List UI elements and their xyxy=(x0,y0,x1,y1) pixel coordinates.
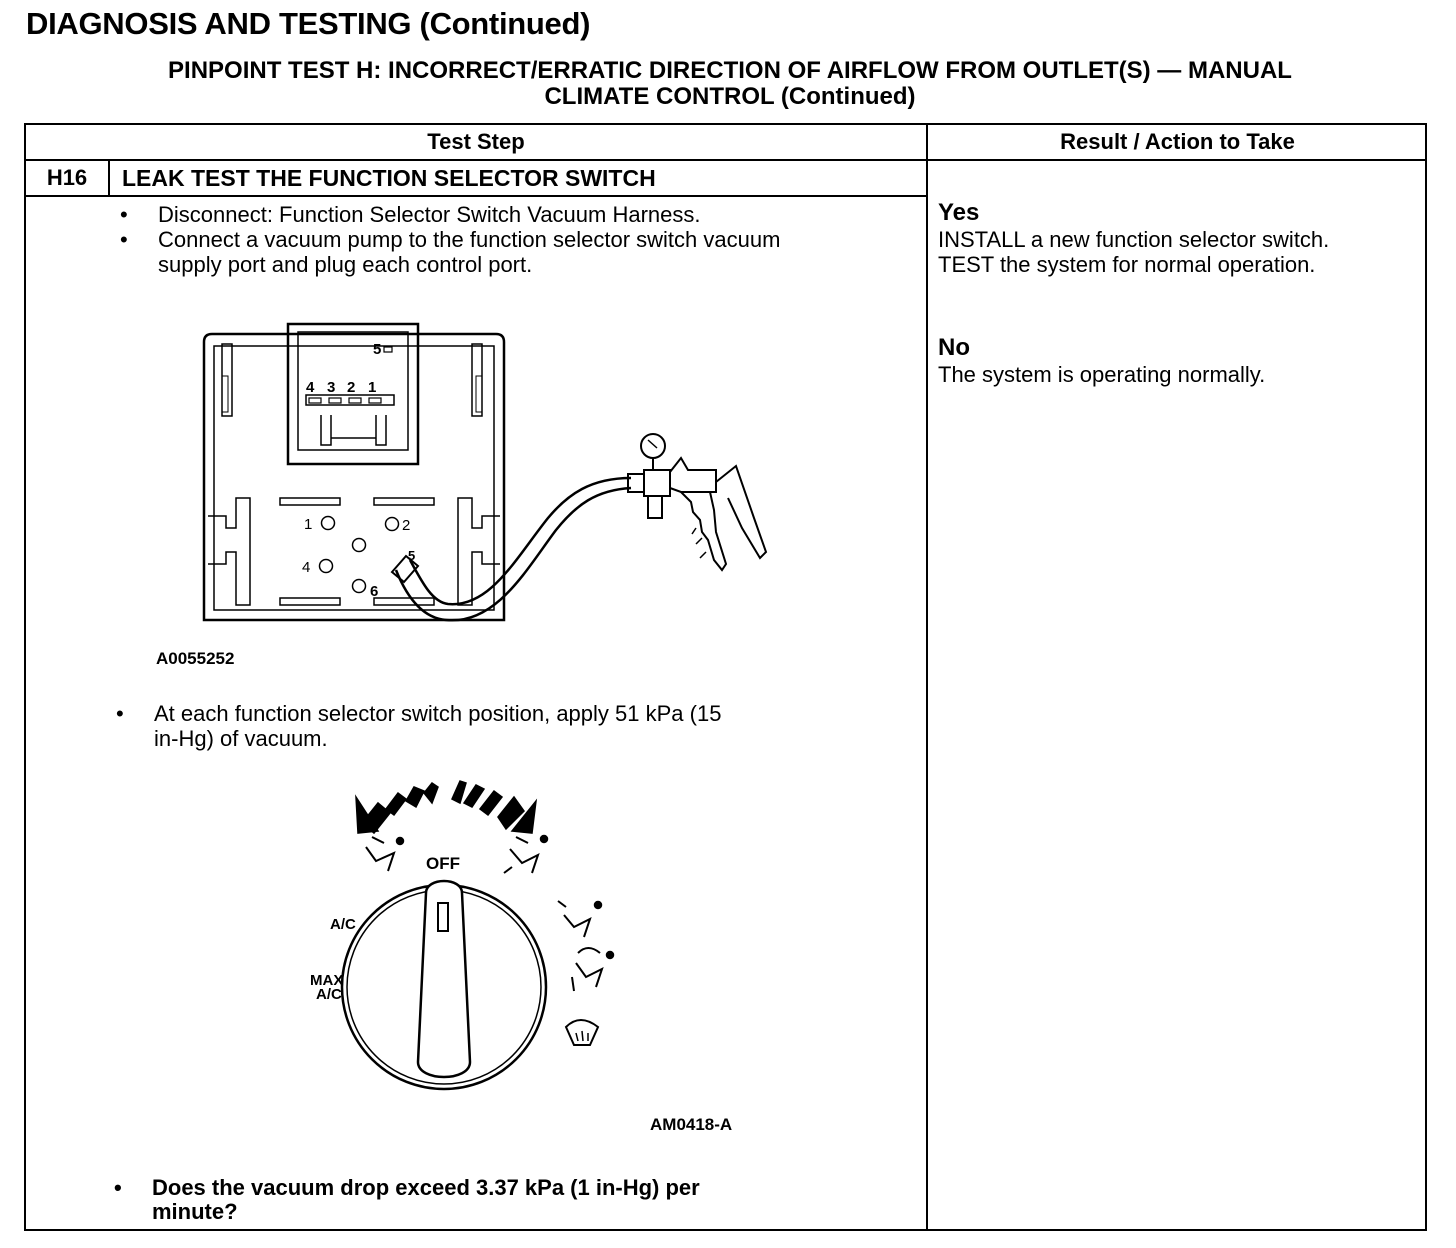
port-label-top-1: 1 xyxy=(368,379,377,396)
result-yes-title: Yes xyxy=(938,199,980,226)
col-header-test-step: Test Step xyxy=(427,129,525,154)
port-label-top-3: 3 xyxy=(327,379,336,396)
bullet-text: Does the vacuum drop exceed 3.37 kPa (1 in-Hg) per xyxy=(152,1175,700,1200)
bullet-text: At each function selector switch position, apply 51 kPa (15 xyxy=(154,701,722,726)
bullet-dot: • xyxy=(116,701,124,726)
step-row-line xyxy=(26,195,926,197)
result-yes-line-1: INSTALL a new function selector switch. xyxy=(938,227,1330,252)
port-label-6: 6 xyxy=(370,583,379,600)
subtitle-line-2: CLIMATE CONTROL (Continued) xyxy=(544,83,916,110)
bullet-text: in-Hg) of vacuum. xyxy=(154,726,328,751)
function-selector-dial-figure xyxy=(276,777,636,1097)
page-title: DIAGNOSIS AND TESTING (Continued) xyxy=(26,6,591,41)
result-no-title: No xyxy=(938,334,970,361)
column-divider xyxy=(926,125,928,1231)
port-label-top-5: 5 xyxy=(373,341,382,358)
step-id: H16 xyxy=(46,165,88,190)
dial-label-off: OFF xyxy=(426,854,460,873)
bullet-text: supply port and plug each control port. xyxy=(158,252,533,277)
port-label-top-4: 4 xyxy=(306,379,315,396)
subtitle-line-1: PINPOINT TEST H: INCORRECT/ERRATIC DIRECTION OF AIRFLOW FROM OUTLET(S) — MANUAL xyxy=(168,57,1292,84)
bullet-text: Disconnect: Function Selector Switch Vacuum Harness. xyxy=(158,202,701,227)
bullet-text: Connect a vacuum pump to the function selector switch vacuum xyxy=(158,227,781,252)
bullet-text: minute? xyxy=(152,1199,238,1224)
dial-label-ac: A/C xyxy=(330,916,356,933)
bullet-dot: • xyxy=(114,1175,122,1200)
step-title: LEAK TEST THE FUNCTION SELECTOR SWITCH xyxy=(122,165,656,191)
port-label-5: 5 xyxy=(408,548,416,563)
port-label-2: 2 xyxy=(402,517,411,534)
figure-1-label: A0055252 xyxy=(156,649,235,668)
dial-label-max: MAX xyxy=(310,972,344,989)
port-label-4: 4 xyxy=(302,559,311,576)
port-label-top-2: 2 xyxy=(347,379,356,396)
dial-label-max-ac: A/C xyxy=(316,986,342,1003)
step-id-divider xyxy=(108,159,110,197)
result-yes-line-2: TEST the system for normal operation. xyxy=(938,252,1316,277)
result-no-line-1: The system is operating normally. xyxy=(938,362,1266,387)
col-header-result: Result / Action to Take xyxy=(1060,129,1295,154)
vacuum-pump-figure xyxy=(196,320,776,670)
bullet-dot: • xyxy=(120,202,128,227)
figure-2-label: AM0418-A xyxy=(650,1115,733,1134)
test-table xyxy=(24,123,1427,1231)
port-label-1: 1 xyxy=(304,516,313,533)
pinpoint-test-title xyxy=(40,58,1420,110)
bullet-dot: • xyxy=(120,227,128,252)
